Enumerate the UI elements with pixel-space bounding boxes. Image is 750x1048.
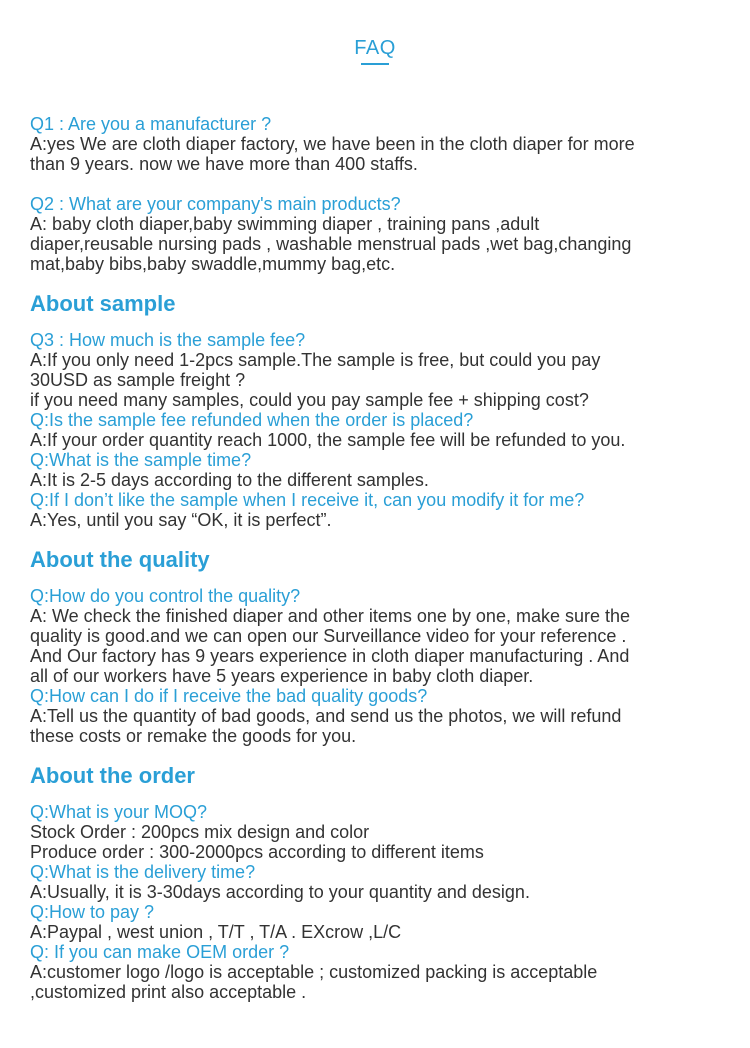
answer-line: A:customer logo /logo is acceptable ; customized packing is acceptable — [30, 962, 598, 982]
answer-line: mat,baby bibs,baby swaddle,mummy bag,etc. — [30, 254, 396, 274]
question-sample-time: Q:What is the sample time? — [30, 450, 252, 470]
answer-line: A:If you only need 1-2pcs sample.The sample is free, but could you pay — [30, 350, 601, 370]
answer-line: 30USD as sample freight ? — [30, 370, 246, 390]
faq-content — [30, 114, 730, 1002]
faq-title: FAQ — [354, 37, 396, 59]
section-heading-order: About the order — [30, 763, 195, 788]
answer-line: And Our factory has 9 years experience in cloth diaper manufacturing . And — [30, 646, 630, 666]
section-heading-quality: About the quality — [30, 547, 210, 572]
question-sample-modify: Q:If I don’t like the sample when I receive it, can you modify it for me? — [30, 490, 585, 510]
answer-line: quality is good.and we can open our Surveillance video for your reference . — [30, 626, 627, 646]
answer-line: A:Yes, until you say “OK, it is perfect”. — [30, 510, 332, 530]
question-sample-fee: Q3 : How much is the sample fee? — [30, 330, 306, 350]
answer-line: these costs or remake the goods for you. — [30, 726, 357, 746]
answer-line: Stock Order : 200pcs mix design and color — [30, 822, 370, 842]
question-q2: Q2 : What are your company's main products? — [30, 194, 401, 214]
section-heading-sample: About sample — [30, 291, 176, 316]
answer-line: diaper,reusable nursing pads , washable menstrual pads ,wet bag,changing — [30, 234, 632, 254]
question-delivery-time: Q:What is the delivery time? — [30, 862, 256, 882]
answer-line: A:Paypal , west union , T/T , T/A . EXcrow ,L/C — [30, 922, 402, 942]
faq-title-underline — [361, 63, 389, 65]
question-oem: Q: If you can make OEM order ? — [30, 942, 290, 962]
answer-line: A:Usually, it is 3-30days according to your quantity and design. — [30, 882, 530, 902]
question-sample-refund: Q:Is the sample fee refunded when the order is placed? — [30, 410, 474, 430]
answer-line: A:yes We are cloth diaper factory, we have been in the cloth diaper for more — [30, 134, 635, 154]
answer-line: A: baby cloth diaper,baby swimming diaper , training pans ,adult — [30, 214, 540, 234]
answer-line: Produce order : 300-2000pcs according to different items — [30, 842, 484, 862]
question-quality-control: Q:How do you control the quality? — [30, 586, 301, 606]
answer-line: than 9 years. now we have more than 400 staffs. — [30, 154, 418, 174]
answer-line: A:It is 2-5 days according to the different samples. — [30, 470, 429, 490]
question-moq: Q:What is your MOQ? — [30, 802, 208, 822]
question-bad-quality: Q:How can I do if I receive the bad quality goods? — [30, 686, 428, 706]
answer-line: A: We check the finished diaper and other items one by one, make sure the — [30, 606, 631, 626]
question-q1: Q1 : Are you a manufacturer ? — [30, 114, 272, 134]
answer-line: ,customized print also acceptable . — [30, 982, 307, 1002]
answer-line: A:If your order quantity reach 1000, the sample fee will be refunded to you. — [30, 430, 626, 450]
answer-line: A:Tell us the quantity of bad goods, and send us the photos, we will refund — [30, 706, 622, 726]
answer-line: if you need many samples, could you pay sample fee + shipping cost? — [30, 390, 589, 410]
question-payment: Q:How to pay ? — [30, 902, 155, 922]
answer-line: all of our workers have 5 years experience in baby cloth diaper. — [30, 666, 534, 686]
